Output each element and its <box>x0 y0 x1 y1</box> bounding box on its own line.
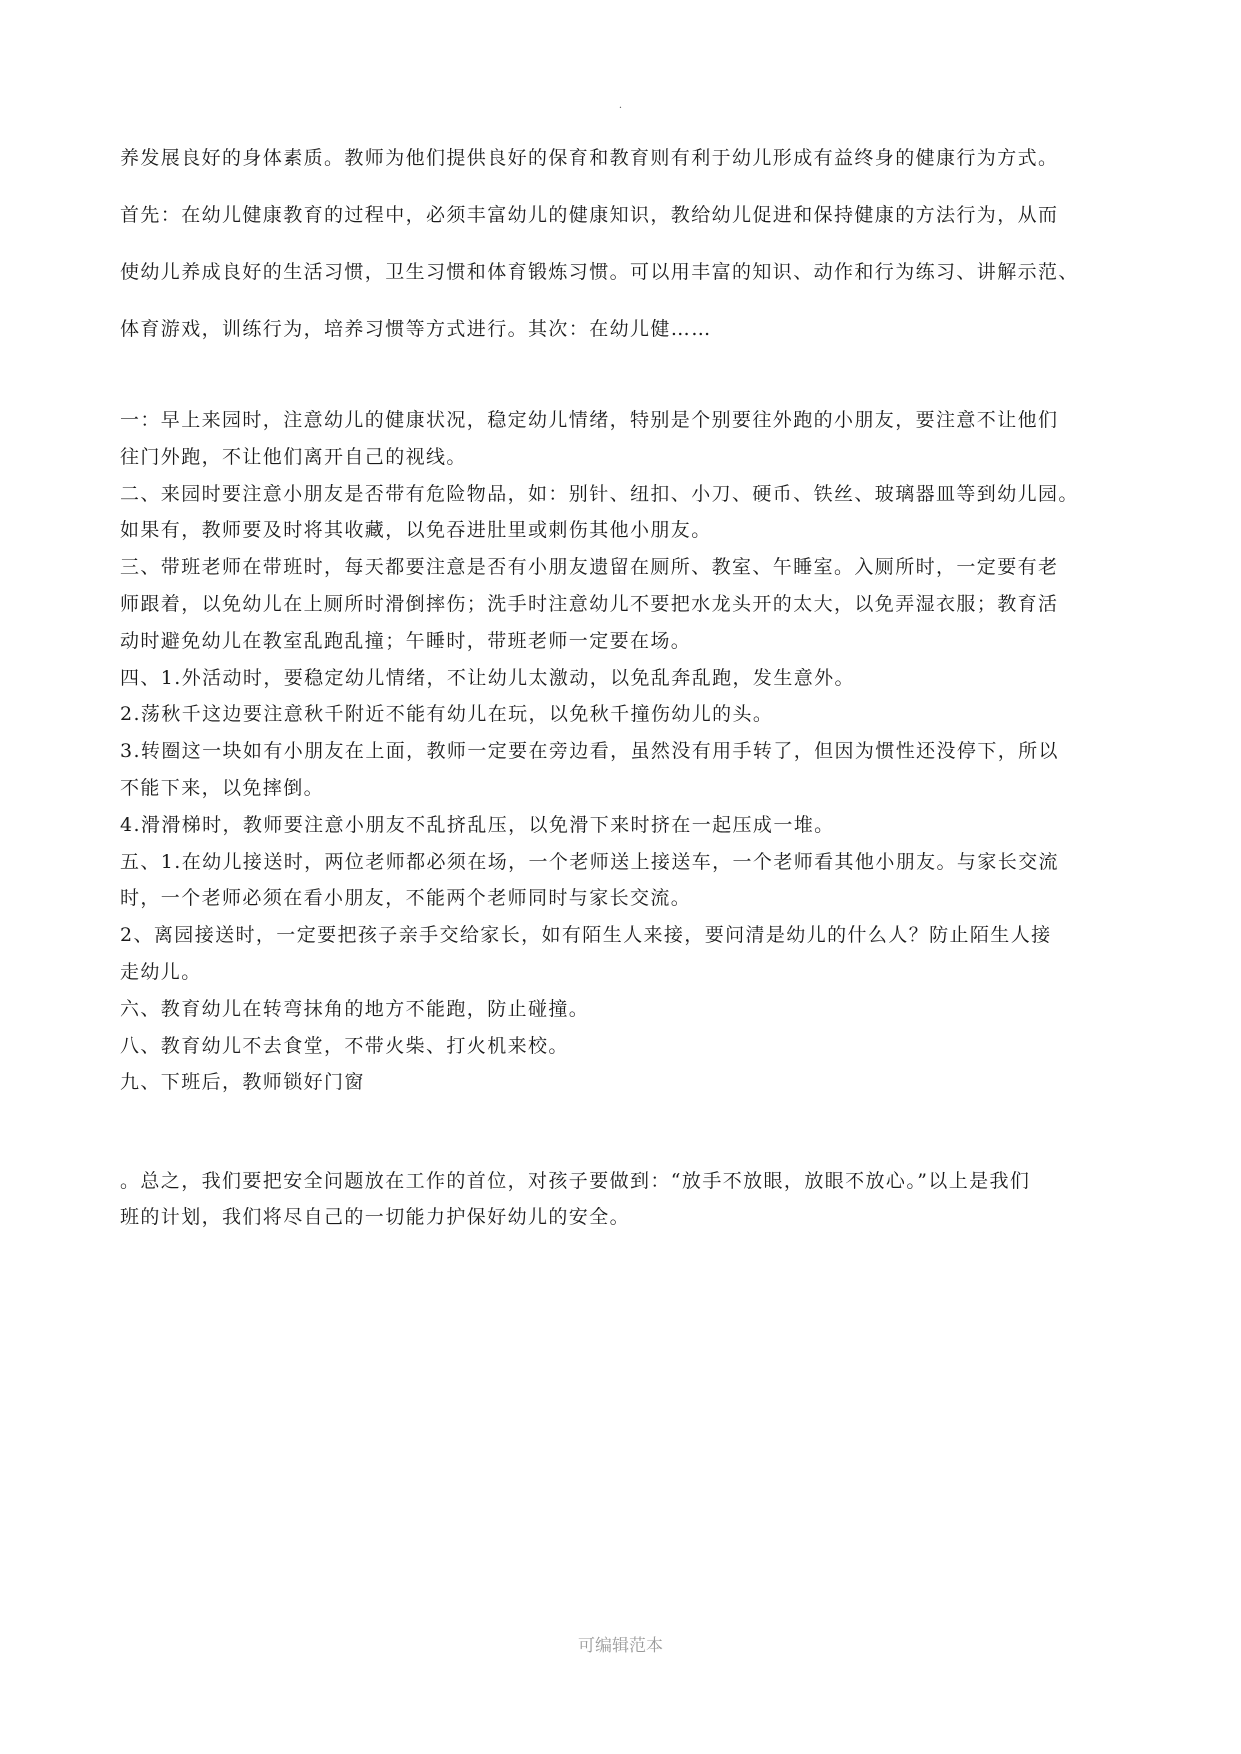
intro-line: 首先：在幼儿健康教育的过程中，必须丰富幼儿的健康知识，教给幼儿促进和保持健康的方法行为，从而 <box>120 204 1059 226</box>
rule-line: 三、带班老师在带班时，每天都要注意是否有小朋友遗留在厕所、教室、午睡室。入厕所时，一定要有老 <box>120 556 1059 579</box>
rule-line: 4.滑滑梯时，教师要注意小朋友不乱挤乱压，以免滑下来时挤在一起压成一堆。 <box>120 813 835 836</box>
rule-line: 不能下来，以免摔倒。 <box>120 776 325 799</box>
rule-line: 二、来园时要注意小朋友是否带有危险物品，如：别针、纽扣、小刀、硬币、铁丝、玻璃器皿等到幼儿园。 <box>120 482 1079 505</box>
rule-line: 2.荡秋千这边要注意秋千附近不能有幼儿在玩，以免秋千撞伤幼儿的头。 <box>120 703 774 726</box>
closing-paragraph <box>120 1163 1130 1235</box>
intro-line: 使幼儿养成良好的生活习惯，卫生习惯和体育锻炼习惯。可以用丰富的知识、动作和行为练习、讲解示范、 <box>120 261 1079 283</box>
rule-line: 时，一个老师必须在看小朋友，不能两个老师同时与家长交流。 <box>120 887 692 910</box>
rule-line: 四、1.外活动时，要稳定幼儿情绪，不让幼儿太激动，以免乱奔乱跑，发生意外。 <box>120 666 855 689</box>
rule-line: 九、下班后，教师锁好门窗 <box>120 1071 365 1094</box>
rule-line: 动时避免幼儿在教室乱跑乱撞；午睡时，带班老师一定要在场。 <box>120 629 692 652</box>
rule-line: 五、1.在幼儿接送时，两位老师都必须在场，一个老师送上接送车，一个老师看其他小朋友。与家长交流 <box>120 850 1059 873</box>
intro-paragraph <box>120 143 1130 371</box>
rule-line: 往门外跑，不让他们离开自己的视线。 <box>120 445 467 468</box>
rule-line: 六、教育幼儿在转弯抹角的地方不能跑，防止碰撞。 <box>120 997 590 1020</box>
rule-line: 3.转圈这一块如有小朋友在上面，教师一定要在旁边看，虽然没有用手转了，但因为惯性还没停下，所以 <box>120 740 1059 763</box>
intro-line: 养发展良好的身体素质。教师为他们提供良好的保育和教育则有利于幼儿形成有益终身的健康行为方式。 <box>120 147 1059 169</box>
rule-line: 2、离园接送时，一定要把孩子亲手交给家长，如有陌生人来接，要问清是幼儿的什么人？防止陌生人接 <box>120 924 1052 947</box>
rule-line: 师跟着，以免幼儿在上厕所时滑倒摔伤；洗手时注意幼儿不要把水龙头开的太大，以免弄湿衣服；教育活 <box>120 592 1059 615</box>
rule-line: 一：早上来园时，注意幼儿的健康状况，稳定幼儿情绪，特别是个别要往外跑的小朋友，要注意不让他们 <box>120 409 1059 431</box>
header-mark: . <box>618 100 623 111</box>
safety-rules-list <box>120 402 1130 1101</box>
footer-text: 可编辑范本 <box>578 1636 663 1656</box>
closing-line: 班的计划，我们将尽自己的一切能力护保好幼儿的安全。 <box>120 1206 631 1228</box>
rule-line: 走幼儿。 <box>120 960 202 983</box>
closing-line: 。总之，我们要把安全问题放在工作的首位，对孩子要做到：“放手不放眼，放眼不放心。”以上是我们 <box>120 1170 1031 1192</box>
intro-line: 体育游戏，训练行为，培养习惯等方式进行。其次：在幼儿健…… <box>120 318 712 340</box>
rule-line: 八、教育幼儿不去食堂，不带火柴、打火机来校。 <box>120 1034 569 1057</box>
rule-line: 如果有，教师要及时将其收藏，以免吞进肚里或刺伤其他小朋友。 <box>120 519 712 542</box>
